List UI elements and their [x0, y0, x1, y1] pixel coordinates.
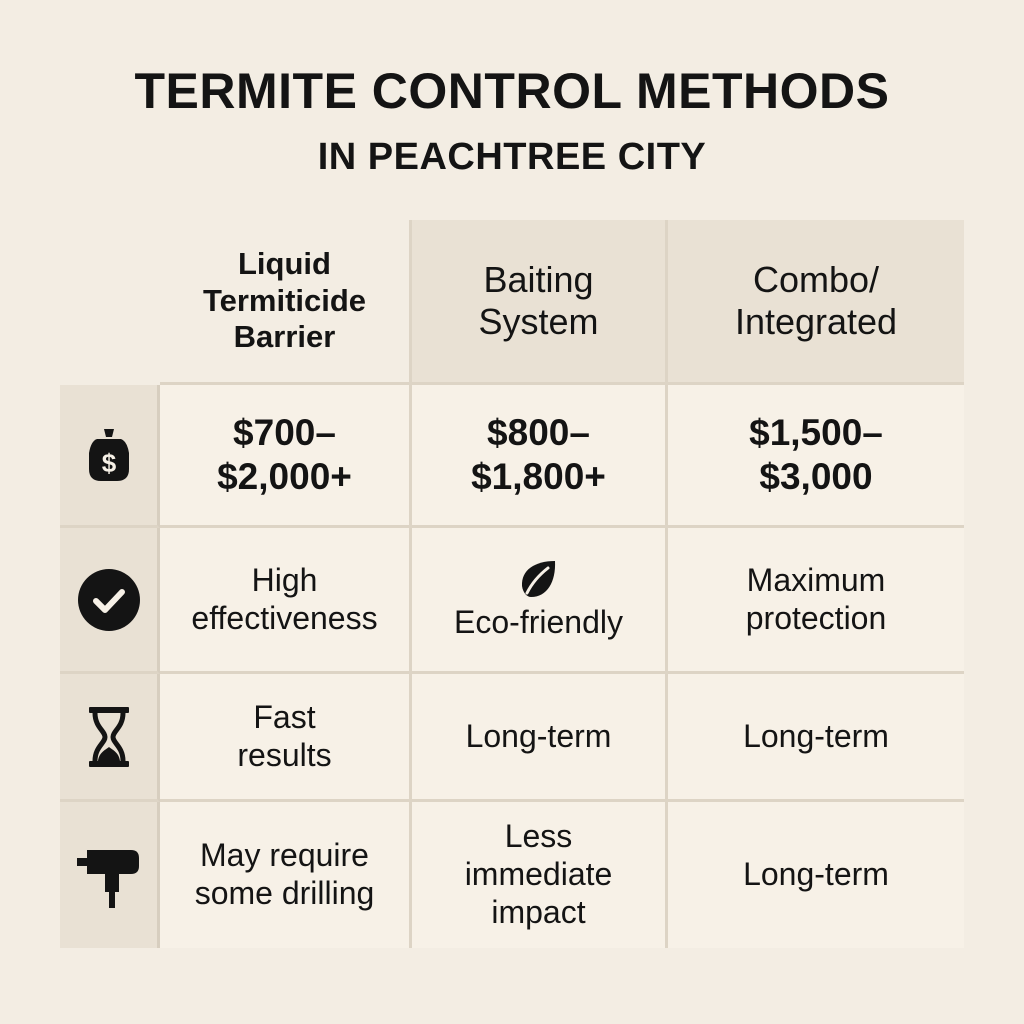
cell-line: results — [237, 736, 332, 773]
drill-icon — [77, 842, 141, 908]
table-cell — [160, 385, 412, 528]
column-header-line: Liquid — [238, 246, 331, 282]
column-header-line: Baiting — [483, 258, 594, 300]
table-cell — [160, 802, 412, 948]
table-cell — [160, 674, 412, 802]
cell-line: $3,000 — [759, 456, 873, 497]
cell-line: $2,000+ — [217, 456, 352, 497]
cell-line: $800– — [487, 412, 590, 454]
table-cell — [412, 802, 668, 948]
table-cell — [668, 802, 964, 948]
table-cell — [412, 674, 668, 802]
page-subtitle: IN PEACHTREE CITY — [317, 136, 707, 178]
column-header-combo-integrated — [668, 220, 964, 385]
row-icon-cell — [60, 528, 160, 674]
column-header-baiting-system — [412, 220, 668, 385]
page-title: TERMITE CONTROL METHODS — [134, 63, 890, 119]
cell-line: Eco-friendly — [454, 603, 623, 640]
cell-line: immediate — [464, 856, 613, 893]
column-header-line: Combo/ — [752, 258, 880, 300]
cell-line: Less — [504, 818, 573, 855]
cell-line: Long-term — [465, 717, 612, 754]
table-cell — [668, 528, 964, 674]
comparison-table — [60, 220, 964, 948]
cell-line: some drilling — [194, 875, 375, 911]
cell-line: impact — [491, 893, 586, 930]
cell-line: Maximum — [746, 561, 886, 598]
cell-line: May require — [200, 837, 369, 874]
table-cell — [412, 528, 668, 674]
column-header-liquid-barrier — [160, 220, 412, 385]
cell-line: $1,500– — [749, 412, 883, 454]
cell-line: $1,800+ — [471, 456, 606, 497]
table-cell — [412, 385, 668, 528]
table-cell — [160, 528, 412, 674]
cell-line: effectiveness — [191, 599, 378, 636]
cell-line: protection — [745, 599, 887, 636]
column-header-line: System — [478, 301, 599, 342]
cell-line: Fast — [253, 698, 316, 735]
table-cell — [668, 385, 964, 528]
svg-text:$: $ — [101, 448, 116, 478]
price-tag-dollar-icon — [84, 425, 134, 485]
row-icon-cell — [60, 802, 160, 948]
row-icon-cell — [60, 385, 160, 528]
table-corner — [60, 220, 160, 385]
cell-line: Long-term — [743, 856, 889, 893]
table-cell — [668, 674, 964, 802]
checkmark-circle-icon — [77, 568, 141, 632]
column-header-line: Integrated — [734, 301, 898, 342]
cell-line: Long-term — [743, 717, 889, 754]
leaf-icon — [517, 558, 559, 600]
column-header-line: Termiticide — [202, 282, 367, 318]
hourglass-icon — [87, 705, 131, 769]
cell-line: $700– — [233, 412, 336, 454]
cell-line: High — [251, 561, 318, 598]
row-icon-cell — [60, 674, 160, 802]
column-header-line: Barrier — [233, 319, 336, 355]
